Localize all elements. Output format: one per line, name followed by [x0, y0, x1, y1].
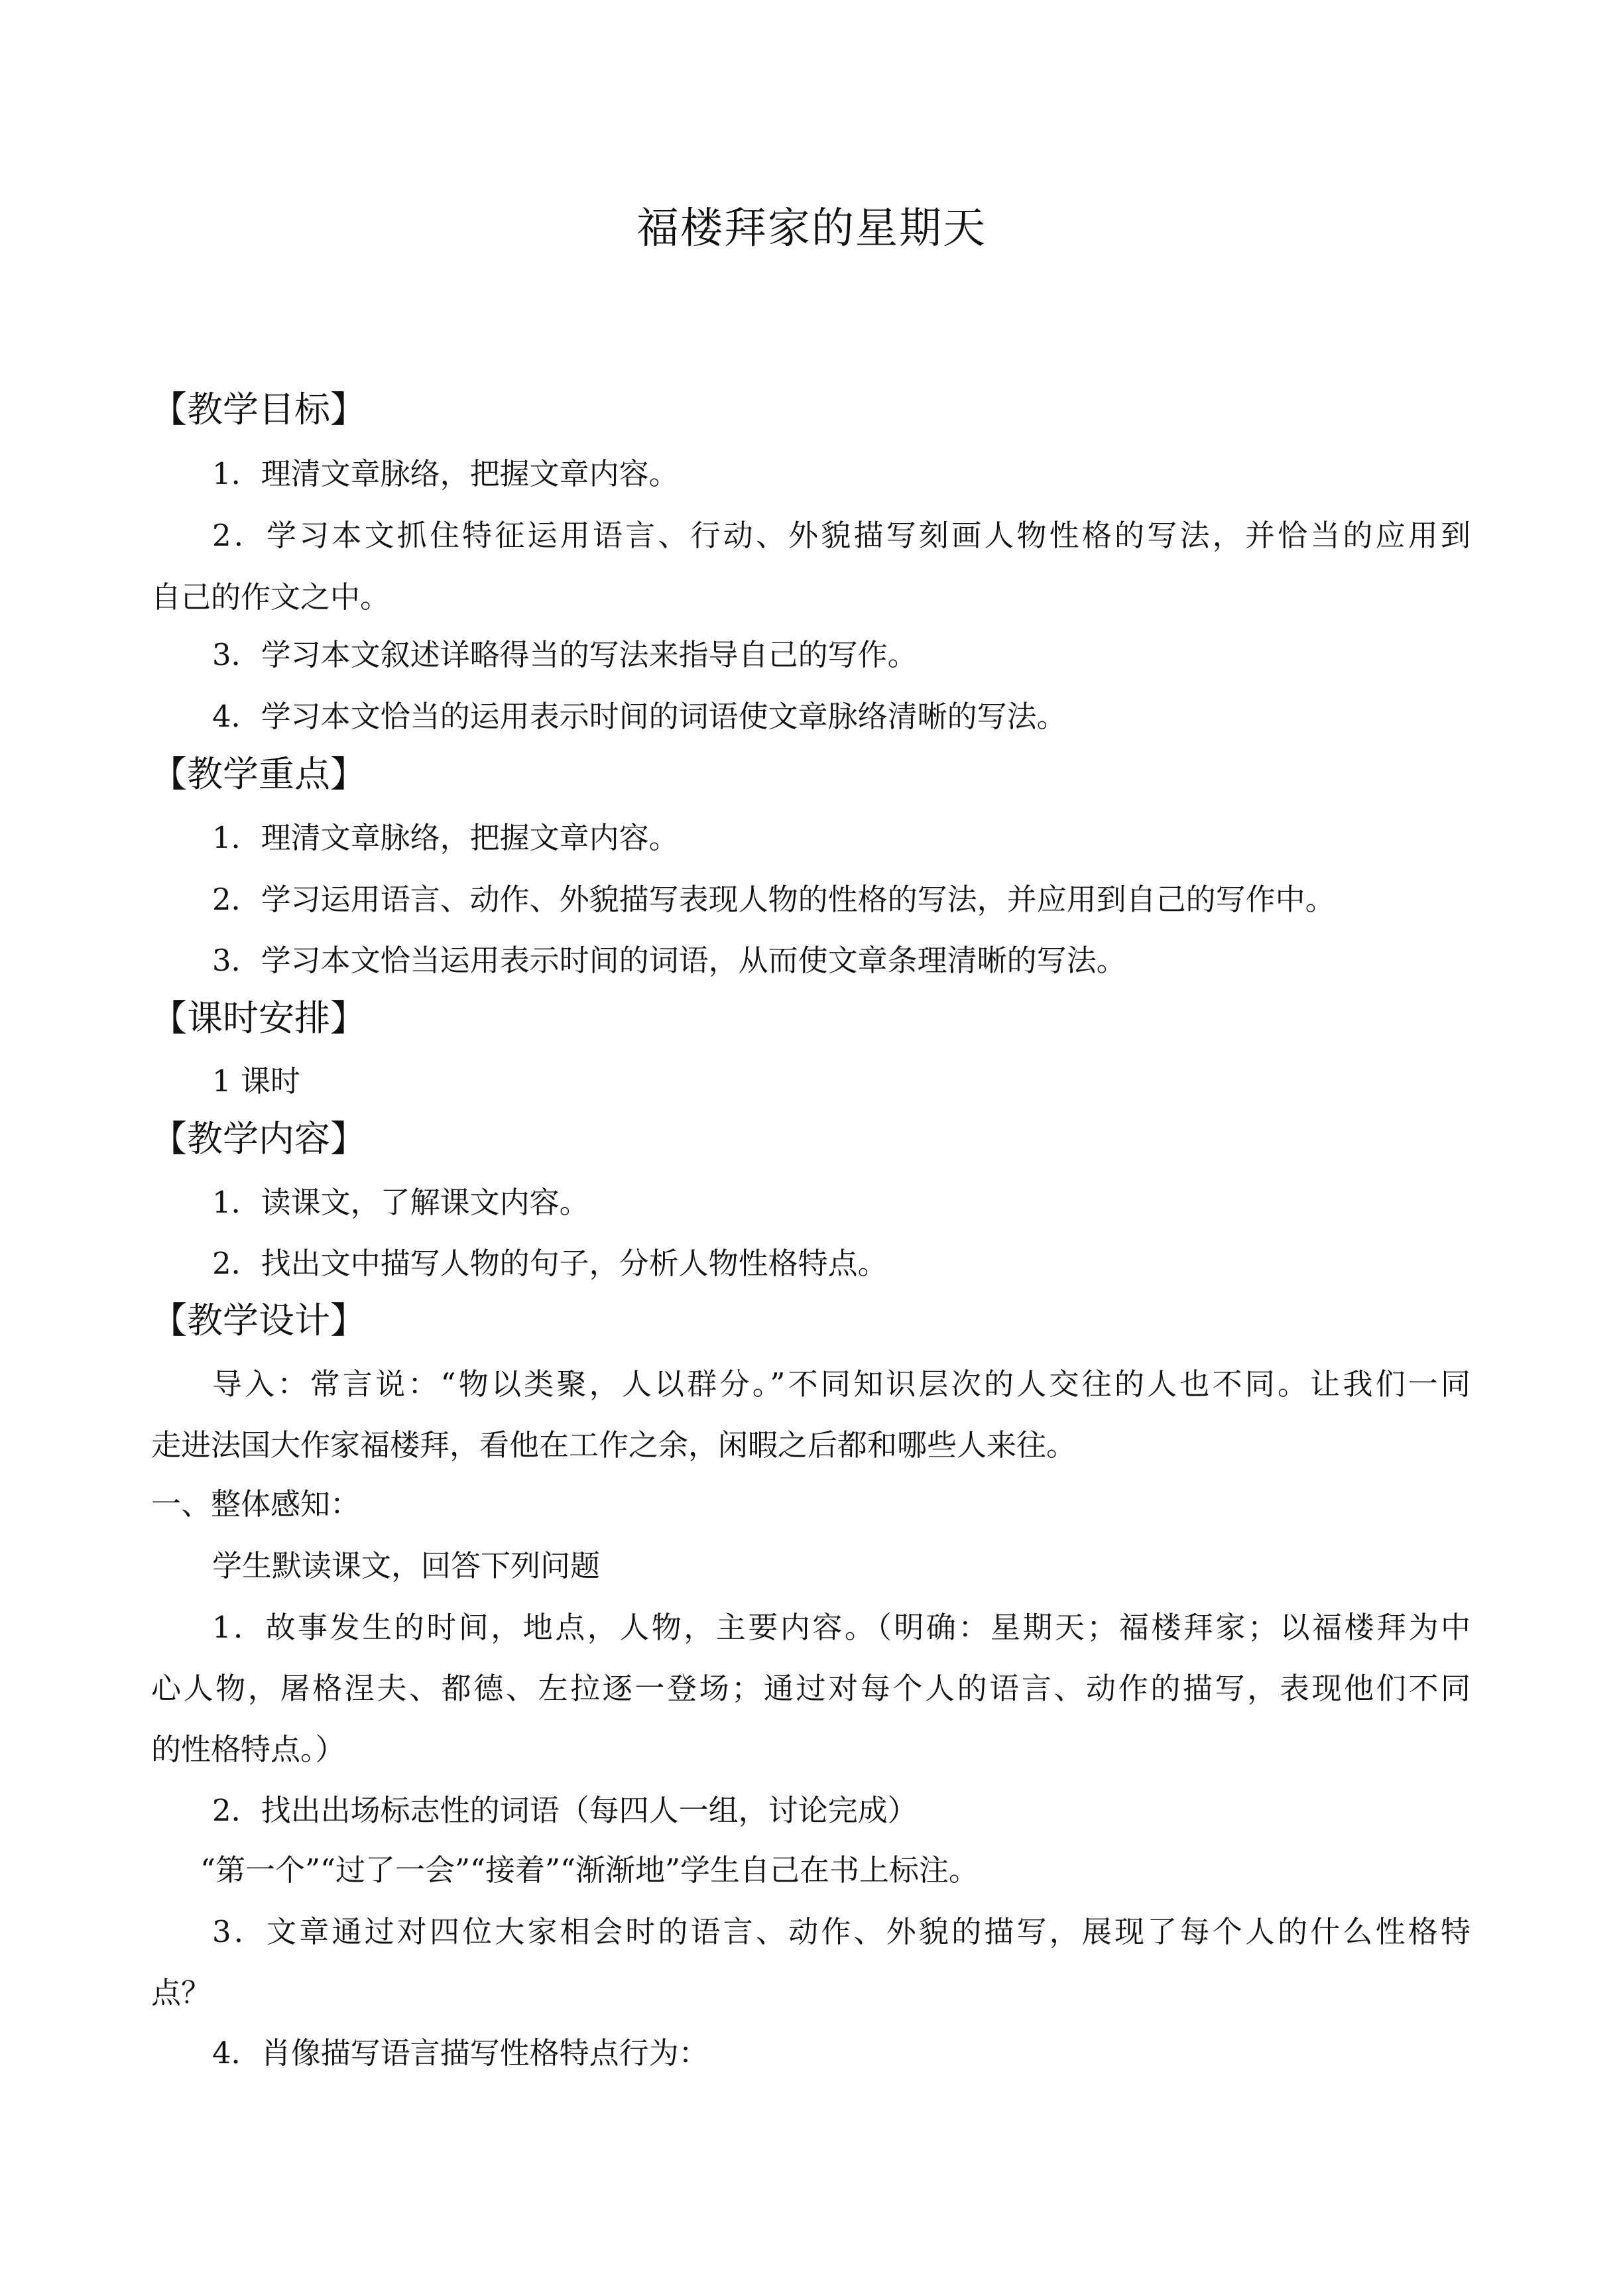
objective-item-1: 1．理清文章脉络，把握文章内容。: [212, 456, 679, 491]
objective-item-4: 4．学习本文恰当的运用表示时间的词语使文章脉络清晰的写法。: [212, 699, 1067, 734]
design-question-4: 4．肖像描写语言描写性格特点行为：: [212, 2035, 709, 2071]
design-question-1-line-3: 的性格特点。）: [151, 1732, 345, 1767]
design-question-1-line-2: 心人物，屠格涅夫、都德、左拉逐一登场；通过对每个人的语言、动作的描写，表现他们不同: [151, 1671, 1471, 1706]
design-instruction: 学生默读课文，回答下列问题: [212, 1548, 601, 1583]
content-item-2: 2．找出文中描写人物的句子，分析人物性格特点。: [212, 1246, 888, 1281]
section-heading-objectives: 【教学目标】: [151, 389, 366, 430]
page-title: 福楼拜家的星期天: [636, 204, 987, 253]
schedule-text: 1 课时: [212, 1063, 300, 1099]
key-point-item-1: 1．理清文章脉络，把握文章内容。: [212, 820, 679, 855]
objective-item-3: 3．学习本文叙述详略得当的写法来指导自己的写作。: [212, 637, 918, 672]
design-question-1-line-1: 1．故事发生的时间，地点，人物，主要内容。（明确：星期天；福楼拜家；以福楼拜为中: [212, 1610, 1471, 1645]
key-point-item-3: 3．学习本文恰当运用表示时间的词语，从而使文章条理清晰的写法。: [212, 943, 1126, 978]
section-heading-design: 【教学设计】: [151, 1299, 366, 1341]
section-heading-key-points: 【教学重点】: [151, 753, 366, 795]
design-question-3-line-2: 点？: [151, 1975, 211, 2010]
design-question-2: 2．找出出场标志性的词语（每四人一组，讨论完成）: [212, 1793, 918, 1828]
objective-item-2: 2．学习本文抓住特征运用语言、行动、外貌描写刻画人物性格的写法，并恰当的应用到: [212, 518, 1471, 553]
section-heading-content: 【教学内容】: [151, 1118, 366, 1160]
section-heading-schedule: 【课时安排】: [151, 997, 366, 1039]
design-question-2-answer: “第一个”“过了一会”“接着”“渐渐地”学生自己在书上标注。: [200, 1852, 979, 1888]
objective-item-2-continued: 自己的作文之中。: [151, 579, 391, 615]
design-question-3-line-1: 3．文章通过对四位大家相会时的语言、动作、外貌的描写，展现了每个人的什么性格特: [212, 1914, 1471, 1949]
design-intro-line-2: 走进法国大作家福楼拜，看他在工作之余，闲暇之后都和哪些人来往。: [151, 1427, 1077, 1463]
key-point-item-2: 2．学习运用语言、动作、外貌描写表现人物的性格的写法，并应用到自己的写作中。: [212, 882, 1335, 917]
content-item-1: 1．读课文，了解课文内容。: [212, 1185, 589, 1220]
design-part-one-heading: 一、整体感知：: [151, 1486, 361, 1522]
design-intro-line-1: 导入：常言说：“物以类聚，人以群分。”不同知识层次的人交往的人也不同。让我们一同: [212, 1366, 1471, 1402]
